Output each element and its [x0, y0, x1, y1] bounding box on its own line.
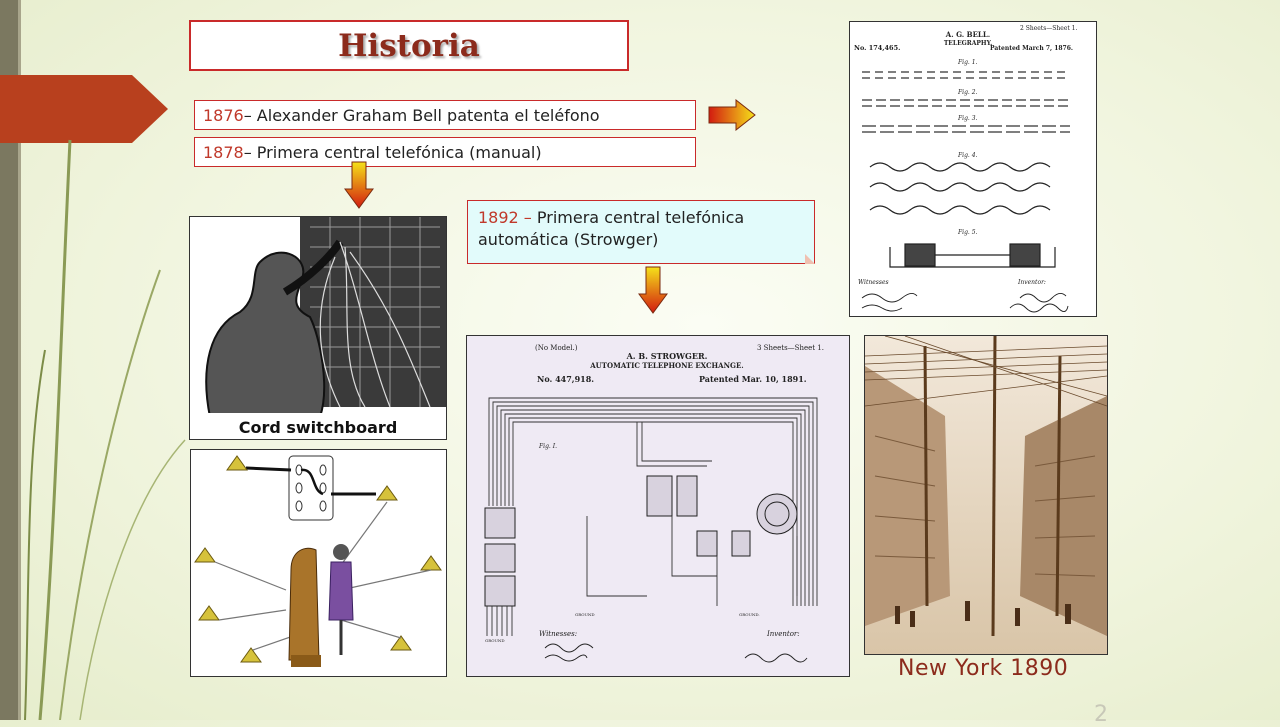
- bell-fig4-label: Fig. 4.: [958, 152, 978, 159]
- title-box: [189, 20, 629, 71]
- operator-diagram-image: [190, 449, 447, 677]
- bell-patent-number: No. 174,465.: [854, 44, 901, 52]
- event-1876: [194, 100, 696, 130]
- event-1892-year: 1892 –: [478, 208, 532, 227]
- down-arrow-icon: [638, 266, 668, 314]
- event-1878: [194, 137, 696, 167]
- bell-fig1-label: Fig. 1.: [958, 59, 978, 66]
- decorative-grass-strokes: [0, 120, 200, 720]
- bell-inventor-label: Inventor:: [1018, 279, 1046, 286]
- page-title: Historia: [338, 27, 480, 64]
- event-1892: [467, 200, 815, 264]
- bell-patent-subject: TELEGRAPHY.: [943, 40, 993, 47]
- bell-witnesses-label: Witnesses: [858, 279, 889, 286]
- page-number: 2: [1094, 702, 1108, 727]
- note-fold-corner: [805, 254, 815, 264]
- bell-fig5-label: Fig. 5.: [958, 229, 978, 236]
- new-york-street-image: [864, 335, 1108, 655]
- bell-patent-date: Patented March 7, 1876.: [990, 45, 1073, 52]
- strowger-sheets: 3 Sheets—Sheet 1.: [757, 344, 824, 352]
- strowger-ground-mid: GROUND: [575, 612, 595, 617]
- strowger-witnesses: Witnesses:: [539, 630, 578, 638]
- strowger-inventor: Inventor:: [767, 630, 800, 638]
- strowger-fig-label: Fig. I.: [539, 443, 558, 450]
- event-1876-year: 1876: [203, 105, 244, 125]
- strowger-ground-left: GROUND: [485, 638, 505, 643]
- bell-patent-image: [849, 21, 1097, 317]
- strowger-ground-right: GROUND.: [739, 612, 760, 617]
- event-1878-text: – Primera central telefónica (manual): [243, 142, 542, 162]
- bell-fig3-label: Fig. 3.: [958, 115, 978, 122]
- event-1878-year: 1878: [203, 142, 244, 162]
- event-1876-text: – Alexander Graham Bell patenta el teléfono: [243, 105, 600, 125]
- strowger-date: Patented Mar. 10, 1891.: [699, 374, 807, 384]
- right-arrow-icon: [708, 99, 756, 131]
- bell-patent-sheets: 2 Sheets—Sheet 1.: [1020, 25, 1078, 32]
- down-arrow-icon: [344, 161, 374, 209]
- bell-patent-name: A. G. BELL.: [945, 30, 991, 39]
- strowger-subject: AUTOMATIC TELEPHONE EXCHANGE.: [590, 361, 744, 370]
- strowger-number: No. 447,918.: [537, 374, 595, 384]
- bell-fig2-label: Fig. 2.: [958, 89, 978, 96]
- strowger-name: A. B. STROWGER.: [626, 351, 708, 361]
- switchboard-label: Cord switchboard: [238, 418, 398, 437]
- new-york-caption: New York 1890: [898, 656, 1069, 681]
- cord-switchboard-image: [189, 216, 447, 440]
- strowger-patent-image: [466, 335, 850, 677]
- event-1892-text: Primera central telefónica automática (Strowger): [478, 208, 745, 249]
- strowger-model: (No Model.): [535, 344, 578, 352]
